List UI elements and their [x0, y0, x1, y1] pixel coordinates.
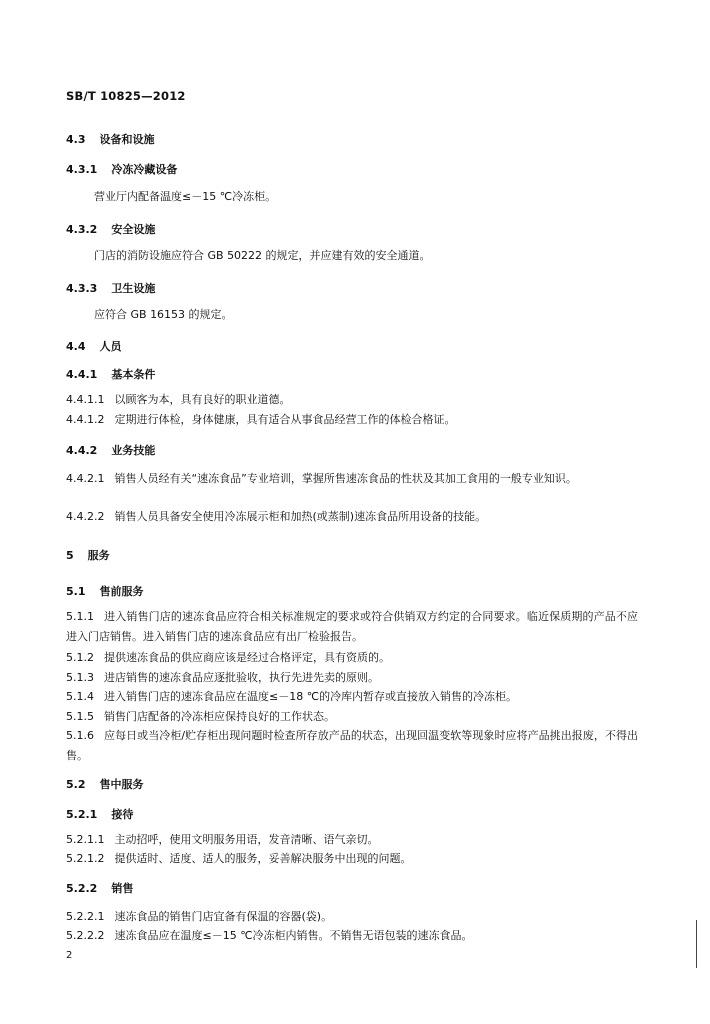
clause-5-2-1-2: [66, 850, 411, 867]
section-number: 5: [66, 549, 74, 562]
section-title: 卫生设施: [111, 282, 156, 295]
clause-text: 以顾客为本，具有良好的职业道德。: [114, 393, 291, 406]
clause-5-1-6: [66, 726, 638, 766]
clause-5-2-1-1: [66, 831, 378, 848]
section-4-3-3-text: 应符合 GB 16153 的规定。: [94, 308, 233, 321]
page-number: 2: [66, 950, 73, 961]
clause-5-2-2-2: [66, 927, 473, 944]
section-4-4-heading: [66, 338, 122, 354]
clause-text: 定期进行体检，身体健康，具有适合从事食品经营工作的体检合格证。: [114, 413, 456, 426]
clause-4-4-1-1: [66, 391, 290, 408]
section-title: 基本条件: [111, 368, 156, 381]
section-4-4-2-heading: [66, 442, 155, 458]
section-5-1-heading: [66, 583, 144, 599]
standard-code: SB/T 10825—2012: [66, 89, 186, 103]
section-4-3-3-heading: [66, 280, 155, 296]
section-number: 4.3.2: [66, 223, 98, 236]
section-4-4-1-heading: [66, 366, 155, 382]
section-number: 4.3.1: [66, 163, 98, 176]
clause-number: 5.1.6: [66, 729, 94, 742]
section-title: 冷冻冷藏设备: [111, 163, 178, 176]
clause-text: 进入销售门店的速冻食品应符合相关标准规定的要求或符合供销双方约定的合同要求。临近保质期的产品不应进入门店销售。进入销售门店的速冻食品应有出厂检验报告。: [66, 610, 638, 643]
clause-5-1-1: [66, 607, 638, 647]
clause-text: 销售门店配备的冷冻柜应保持良好的工作状态。: [104, 710, 335, 723]
section-number: 5.2.2: [66, 882, 98, 895]
clause-text: 应每日或当冷柜/贮存柜出现问题时检查所存放产品的状态，出现回温变软等现象时应将产品挑出报废，不得出售。: [66, 729, 638, 762]
clause-number: 4.4.1.1: [66, 393, 105, 406]
section-5-2-heading: [66, 776, 144, 792]
clause-number: 4.4.1.2: [66, 413, 105, 426]
clause-number: 5.1.3: [66, 671, 94, 684]
clause-5-2-2-1: [66, 908, 332, 925]
clause-text: 进入销售门店的速冻食品应在温度≤－18 ℃的冷库内暂存或直接放入销售的冷冻柜。: [104, 690, 518, 703]
section-4-3-2-text: 门店的消防设施应符合 GB 50222 的规定，并应建有效的安全通道。: [94, 249, 431, 262]
section-4-3-1-heading: [66, 161, 177, 177]
clause-5-1-4: [66, 688, 517, 705]
clause-text: 速冻食品的销售门店宜备有保温的容器(袋)。: [114, 910, 333, 923]
margin-rule: [696, 920, 697, 968]
clause-number: 5.1.4: [66, 690, 94, 703]
clause-number: 5.1.1: [66, 610, 94, 623]
section-title: 设备和设施: [99, 133, 155, 146]
clause-4-4-2-2: [66, 508, 486, 525]
section-title: 销售: [111, 882, 134, 895]
section-number: 4.3.3: [66, 282, 98, 295]
clause-4-4-1-2: [66, 411, 455, 428]
clause-5-1-2: [66, 649, 390, 666]
section-title: 售前服务: [99, 585, 144, 598]
clause-number: 5.1.2: [66, 651, 94, 664]
clause-text: 提供速冻食品的供应商应该是经过合格评定，具有资质的。: [104, 651, 390, 664]
section-4-3-2-heading: [66, 221, 155, 237]
clause-number: 4.4.2.2: [66, 510, 105, 523]
section-number: 5.2: [66, 778, 86, 791]
clause-text: 速冻食品应在温度≤－15 ℃冷冻柜内销售。不销售无语包装的速冻食品。: [114, 929, 473, 942]
section-number: 5.2.1: [66, 808, 98, 821]
clause-number: 5.2.1.1: [66, 833, 105, 846]
section-title: 人员: [99, 340, 122, 353]
section-title: 安全设施: [111, 223, 156, 236]
clause-number: 5.2.2.1: [66, 910, 105, 923]
clause-5-1-3: [66, 669, 379, 686]
section-number: 5.1: [66, 585, 86, 598]
section-number: 4.4.2: [66, 444, 98, 457]
clause-number: 4.4.2.1: [66, 472, 105, 485]
section-number: 4.3: [66, 133, 86, 146]
clause-number: 5.2.1.2: [66, 852, 105, 865]
clause-text: 销售人员经有关“速冻食品”专业培训，掌握所售速冻食品的性状及其加工食用的一般专业知识。: [114, 472, 577, 485]
section-number: 4.4: [66, 340, 86, 353]
section-5-2-2-heading: [66, 880, 133, 896]
clause-5-1-5: [66, 708, 335, 725]
section-4-3-1-text: 营业厅内配备温度≤－15 ℃冷冻柜。: [94, 190, 277, 203]
clause-number: 5.2.2.2: [66, 929, 105, 942]
clause-text: 销售人员具备安全使用冷冻展示柜和加热(或蒸制)速冻食品所用设备的技能。: [114, 510, 487, 523]
section-title: 业务技能: [111, 444, 156, 457]
clause-number: 5.1.5: [66, 710, 94, 723]
section-title: 售中服务: [99, 778, 144, 791]
clause-text: 主动招呼，使用文明服务用语，发音清晰、语气亲切。: [114, 833, 379, 846]
section-title: 服务: [87, 549, 110, 562]
clause-text: 进店销售的速冻食品应逐批验收，执行先进先卖的原则。: [104, 671, 379, 684]
section-5-heading: [66, 547, 110, 563]
clause-4-4-2-1: [66, 469, 638, 489]
section-number: 4.4.1: [66, 368, 98, 381]
section-title: 接待: [111, 808, 134, 821]
section-5-2-1-heading: [66, 806, 133, 822]
section-4-3-heading: [66, 131, 155, 147]
clause-text: 提供适时、适度、适人的服务，妥善解决服务中出现的问题。: [114, 852, 412, 865]
